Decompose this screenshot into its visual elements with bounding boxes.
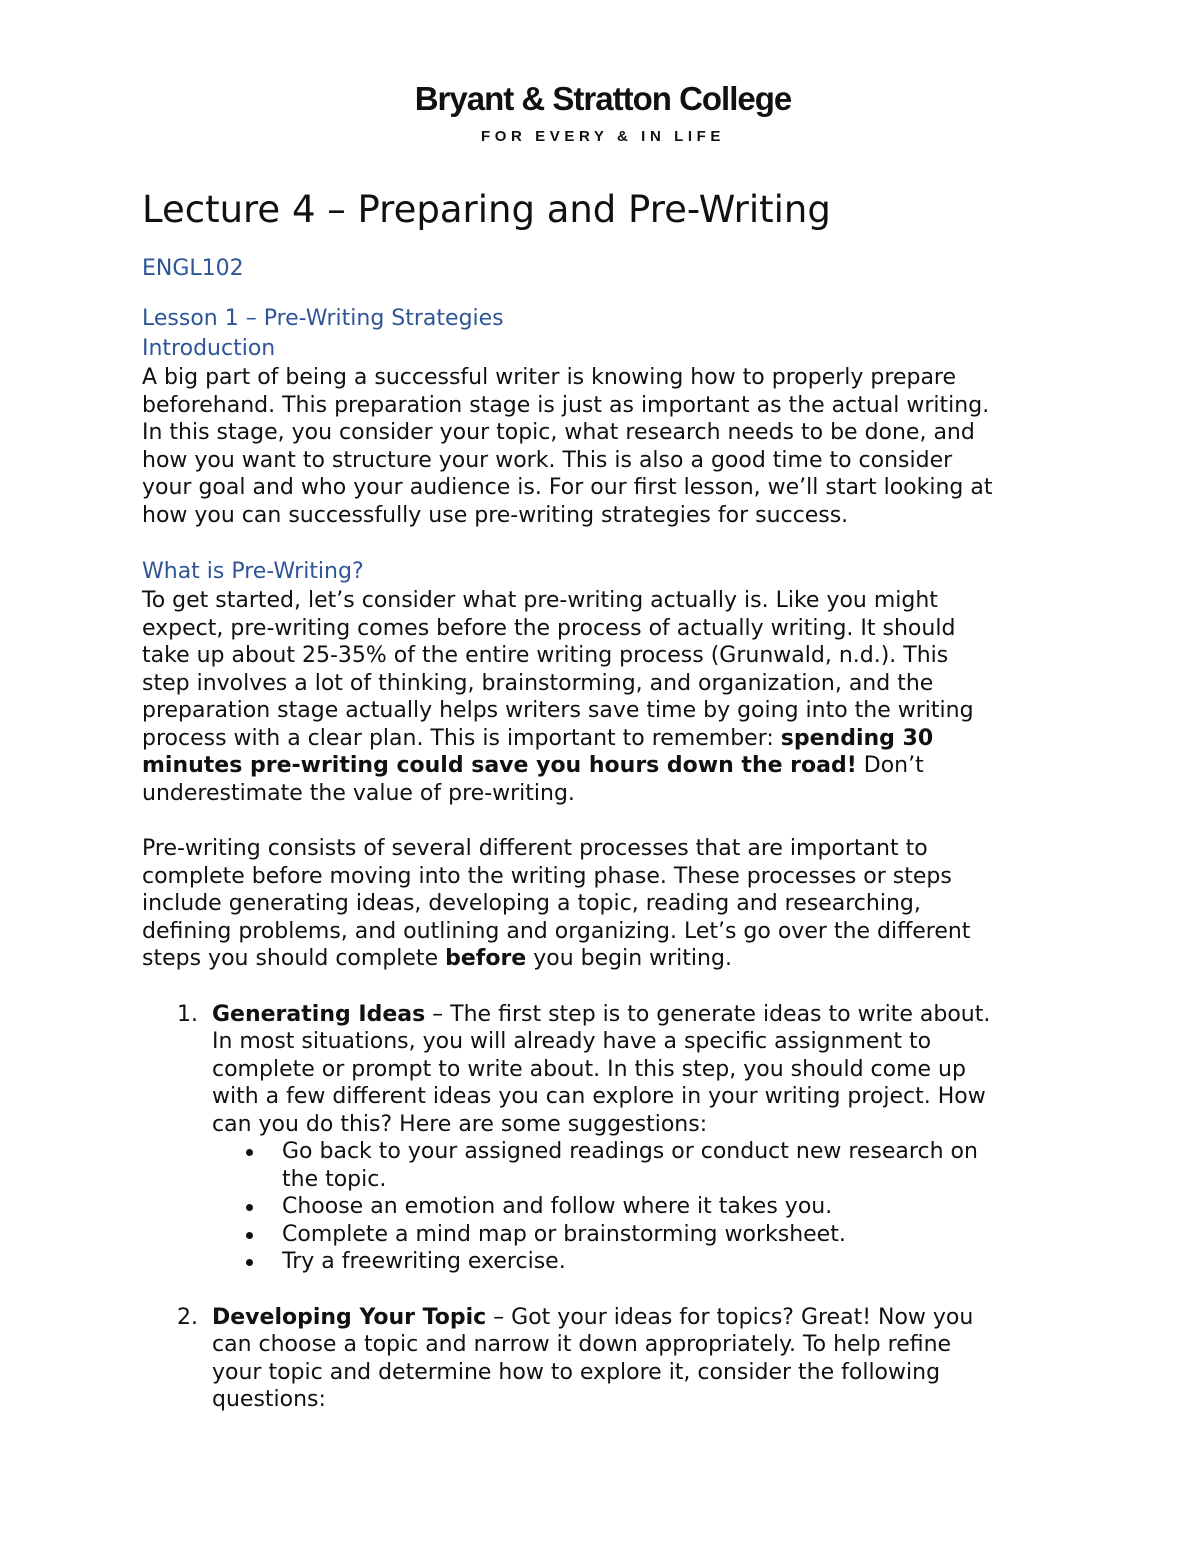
processes-line: complete before moving into the writing phase. These processes or steps (142, 863, 952, 889)
step-line: can you do this? Here are some suggestions: (212, 1111, 708, 1137)
processes-line: include generating ideas, developing a topic, reading and researching, (142, 891, 921, 916)
processes-line: Pre-writing consists of several different processes that are important to (142, 836, 928, 861)
list-item (212, 1138, 1067, 1193)
step-line: can choose a topic and narrow it down appropriately. To help refine (212, 1332, 952, 1357)
what-is-line: take up about 25-35% of the entire writing process (Grunwald, n.d.). This (142, 643, 949, 668)
bullet-icon (246, 1259, 253, 1266)
bullet-line: Try a freewriting exercise. (282, 1249, 566, 1274)
step-line (212, 1304, 1067, 1332)
step-line: your topic and determine how to explore it, consider the following (212, 1359, 941, 1385)
step-text: – Got your ideas for topics? Great! Now you (486, 1304, 974, 1330)
bullet-line: Complete a mind map or brainstorming worksheet. (282, 1221, 846, 1247)
list-item (212, 1248, 1067, 1276)
course-code: ENGL102 (142, 256, 244, 281)
page-title: Lecture 4 – Preparing and Pre-Writing (142, 188, 831, 231)
list-item (212, 1221, 1067, 1249)
what-is-line: To get started, let’s consider what pre-writing actually is. Like you might (142, 588, 938, 613)
intro-heading: Introduction (142, 336, 276, 361)
steps-list (142, 1001, 1067, 1414)
step-title: Developing Your Topic (212, 1304, 487, 1330)
step-item-generating-ideas (142, 1001, 1067, 1276)
what-is-line (142, 725, 1067, 753)
processes-text: steps you should complete (142, 946, 446, 971)
emphasis-text: before (445, 946, 527, 971)
step-number: 1. (177, 1001, 198, 1027)
step-line: complete or prompt to write about. In this step, you should come up (212, 1056, 966, 1082)
list-item (212, 1193, 1067, 1221)
what-is-line: expect, pre-writing comes before the process of actually writing. It should (142, 615, 956, 641)
step-line: questions: (212, 1387, 326, 1412)
what-is-line: step involves a lot of thinking, brainstorming, and organization, and the (142, 670, 934, 696)
step-line: In most situations, you will already have a specific assignment to (212, 1029, 932, 1054)
what-is-line: underestimate the value of pre-writing. (142, 780, 575, 806)
step-item-developing-topic (142, 1304, 1067, 1414)
spacer (142, 973, 1067, 1001)
bullet-line: Go back to your assigned readings or conduct new research on (282, 1139, 978, 1164)
bullet-icon (246, 1232, 253, 1239)
document-body (142, 186, 1067, 1414)
what-is-text: process with a clear plan. This is important to remember: (142, 725, 781, 751)
logo-name: Bryant & Stratton College (414, 80, 792, 117)
emphasis-text: minutes pre-writing could save you hours down the road! (142, 753, 857, 778)
what-is-paragraph (142, 587, 1067, 807)
spacer (142, 807, 1067, 835)
intro-line: your goal and who your audience is. For our first lesson, we’ll start looking at (142, 475, 993, 500)
what-is-line: preparation stage actually helps writers save time by going into the writing (142, 698, 974, 723)
what-is-text: Don’t (856, 753, 924, 778)
suggestions-list (212, 1138, 1067, 1276)
intro-line: In this stage, you consider your topic, what research needs to be done, and (142, 420, 975, 445)
intro-line: A big part of being a successful writer is knowing how to properly prepare (142, 365, 957, 390)
spacer (142, 529, 1067, 557)
intro-paragraph (142, 364, 1067, 529)
step-number: 2. (177, 1304, 198, 1330)
step-text: – The first step is to generate ideas to write about. (425, 1001, 991, 1027)
processes-line: defining problems, and outlining and organizing. Let’s go over the different (142, 918, 971, 944)
what-is-line (142, 752, 1067, 780)
intro-line: how you can successfully use pre-writing strategies for success. (142, 502, 849, 528)
intro-line: how you want to structure your work. This is also a good time to consider (142, 447, 953, 473)
spacer (142, 1276, 1067, 1304)
step-line (212, 1001, 1067, 1029)
lesson-heading: Lesson 1 – Pre-Writing Strategies (142, 306, 504, 331)
processes-paragraph (142, 835, 1067, 973)
intro-line: beforehand. This preparation stage is just as important as the actual writing. (142, 392, 990, 418)
processes-line (142, 945, 1067, 973)
bullet-line: Choose an emotion and follow where it takes you. (282, 1194, 833, 1219)
what-is-heading: What is Pre-Writing? (142, 559, 364, 584)
logo-tagline: FOR EVERY & IN LIFE (480, 128, 726, 145)
processes-text: you begin writing. (526, 946, 732, 971)
step-line: with a few different ideas you can explore in your writing project. How (212, 1084, 986, 1109)
step-title: Generating Ideas (212, 1001, 426, 1027)
bullet-icon (246, 1204, 253, 1211)
emphasis-text: spending 30 (780, 725, 934, 751)
bullet-icon (246, 1149, 253, 1156)
bullet-line: the topic. (282, 1166, 387, 1192)
college-logo (398, 80, 808, 145)
